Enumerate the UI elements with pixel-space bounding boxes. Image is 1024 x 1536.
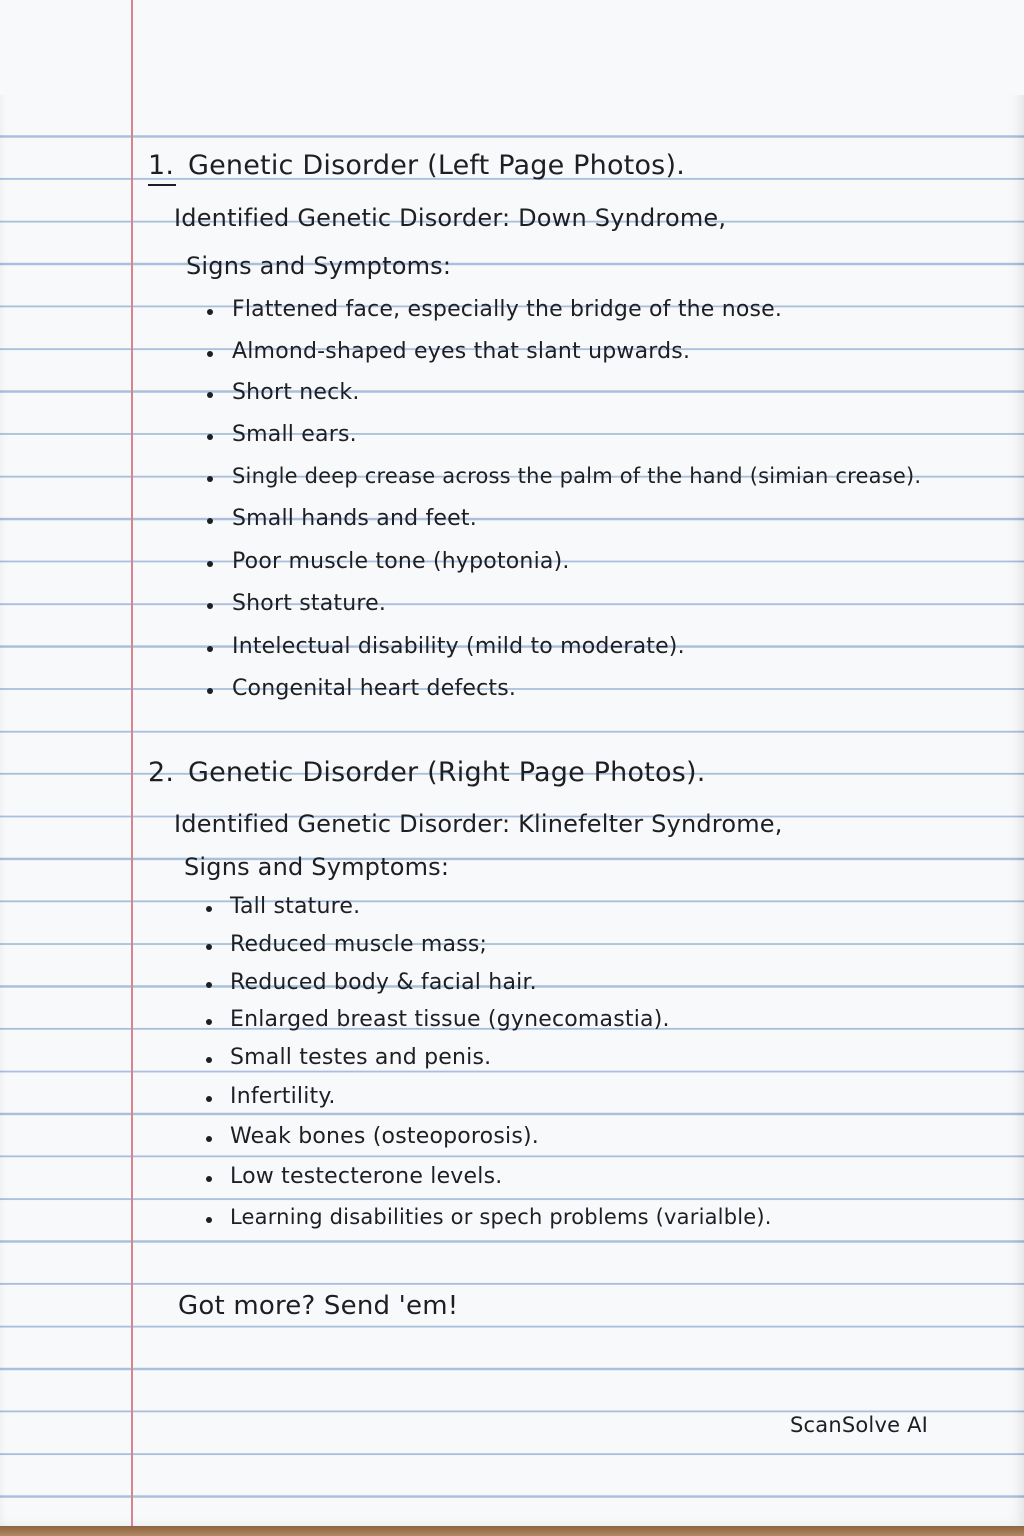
list-item-text: Small ears. (232, 422, 357, 447)
section1-heading: Genetic Disorder (Left Page Photos). (188, 150, 685, 181)
bullet-icon (207, 392, 213, 398)
bullet-icon (207, 309, 213, 315)
bullet-icon (207, 561, 213, 567)
list-item-text: Intelectual disability (mild to moderate). (232, 634, 685, 659)
section1-number: 1. (148, 150, 175, 181)
list-item-text: Poor muscle tone (hypotonia). (232, 549, 570, 574)
list-item-text: Almond-shaped eyes that slant upwards. (232, 339, 691, 364)
list-item-text: Small testes and penis. (230, 1045, 492, 1070)
section1-identified: Identified Genetic Disorder: Down Syndrome, (174, 204, 727, 232)
margin-line (131, 0, 133, 1526)
list-item-text: Weak bones (osteoporosis). (230, 1124, 539, 1149)
bullet-icon (207, 646, 213, 652)
bullet-icon (207, 476, 213, 482)
bullet-icon (206, 906, 212, 912)
section2-signs-label: Signs and Symptoms: (184, 853, 450, 881)
section2-number: 2. (148, 757, 175, 788)
list-item-text: Infertility. (230, 1084, 336, 1109)
list-item-text: Short neck. (232, 380, 360, 405)
bullet-icon (206, 944, 212, 950)
bullet-icon (206, 1019, 212, 1025)
list-item-text: Small hands and feet. (232, 506, 477, 531)
bullet-icon (206, 1176, 212, 1182)
bullet-icon (206, 1096, 212, 1102)
bullet-icon (207, 434, 213, 440)
bullet-icon (207, 688, 213, 694)
list-item-text: Flattened face, especially the bridge of the nose. (232, 297, 783, 322)
bullet-icon (207, 351, 213, 357)
list-item-text: Short stature. (232, 591, 387, 616)
bullet-icon (207, 518, 213, 524)
list-item-text: Low testecterone levels. (230, 1164, 503, 1189)
bullet-icon (207, 603, 213, 609)
list-item-text: Reduced muscle mass; (230, 932, 488, 957)
section2-identified: Identified Genetic Disorder: Klinefelter Syndrome, (174, 810, 783, 838)
section2-heading: Genetic Disorder (Right Page Photos). (188, 757, 706, 788)
list-item-text: Single deep crease across the palm of the hand (simian crease). (232, 464, 922, 488)
list-item-text: Enlarged breast tissue (gynecomastia). (230, 1007, 670, 1032)
list-item-text: Tall stature. (230, 894, 361, 919)
bullet-icon (206, 1136, 212, 1142)
list-item-text: Reduced body & facial hair. (230, 970, 537, 995)
list-item-text: Learning disabilities or spech problems (varialble). (230, 1205, 772, 1229)
bullet-icon (206, 1057, 212, 1063)
bullet-icon (206, 1217, 212, 1223)
section1-signs-label: Signs and Symptoms: (186, 252, 452, 280)
bullet-icon (206, 982, 212, 988)
paper-top-margin (0, 0, 1024, 95)
brand-signature: ScanSolve AI (790, 1413, 929, 1437)
section1-number-underline (148, 184, 176, 186)
list-item-text: Congenital heart defects. (232, 676, 517, 701)
closing-text: Got more? Send 'em! (178, 1291, 459, 1321)
desk-surface (0, 1526, 1024, 1536)
